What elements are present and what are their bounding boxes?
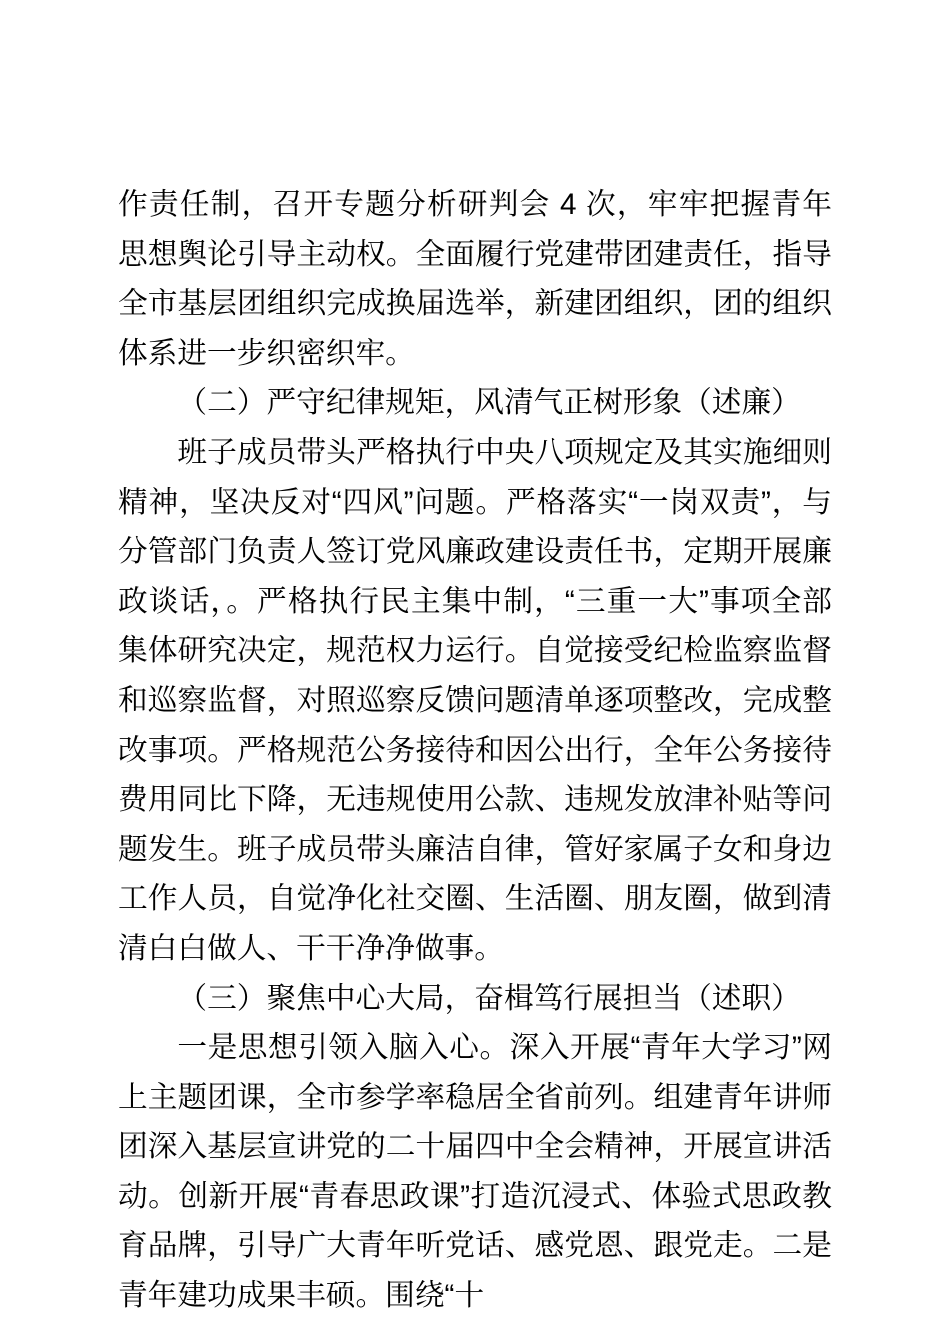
paragraph-duty: 一是思想引领入脑入心。深入开展“青年大学习”网上主题团课，全市参学率稳居全省前列。组建青年讲师团深入基层宣讲党的二十届四中全会精神，开展宣讲活动。创新开展“青春思政课”打造沉浸式、体验式思政教育品牌，引导广大青年听党话、感党恩、跟党走。二是青年建功成果丰硕。围绕“十 — [118, 1031, 832, 1313]
paragraph-continuation: 作责任制，召开专题分析研判会 4 次，牢牢把握青年思想舆论引导主动权。全面履行党建带团建责任，指导全市基层团组织完成换届选举，新建团组织，团的组织体系进一步织密织牢。 — [118, 188, 832, 370]
document-text-column — [118, 180, 832, 1321]
section-heading-2: （二）严守纪律规矩，风清气正树形象（述廉） — [177, 386, 801, 420]
section-heading-3: （三）聚焦中心大局，奋楫笃行展担当（述职） — [177, 981, 801, 1015]
paragraph-discipline: 班子成员带头严格执行中央八项规定及其实施细则精神，坚决反对“四风”问题。严格落实“一岗双责”，与分管部门负责人签订党风廉政建设责任书，定期开展廉政谈话，。严格执行民主集中制，“三重一大”事项全部集体研究决定，规范权力运行。自觉接受纪检监察监督和巡察监督，对照巡察反馈问题清单逐项整改，完成整改事项。严格规范公务接待和因公出行，全年公务接待费用同比下降，无违规使用公款、违规发放津补贴等问题发生。班子成员带头廉洁自律，管好家属子女和身边工作人员，自觉净化社交圈、生活圈、朋友圈，做到清清白白做人、干干净净做事。 — [118, 435, 832, 965]
